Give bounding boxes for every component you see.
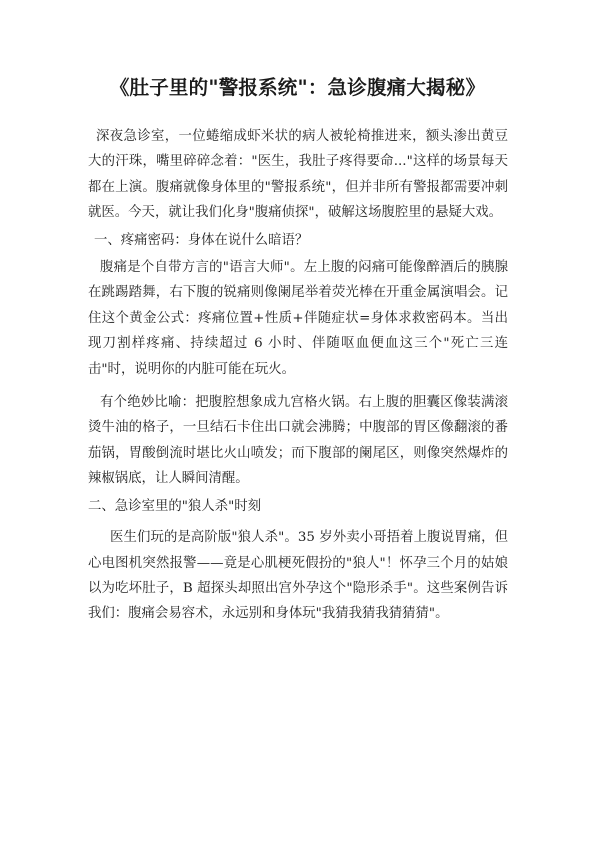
document-body: [88, 124, 508, 627]
intro-paragraph: 深夜急诊室，一位蜷缩成虾米状的病人被轮椅推进来，额头渗出黄豆大的汗珠，嘴里碎碎念着："医生，我肚子疼得要命..."这样的场景每天都在上演。腹痛就像身体里的"警报系统"，但并非所有警报都需要冲刺就医。今天，就让我们化身"腹痛侦探"，破解这场腹腔里的悬疑大戏。: [88, 129, 508, 221]
section-1-paragraph-2: 有个绝妙比喻：把腹腔想象成九宫格火锅。右上腹的胆囊区像装满滚烫牛油的格子，一旦结石卡住出口就会沸腾；中腹部的胃区像翻滚的番茄锅，胃酸倒流时堪比火山喷发；而下腹部的阑尾区，则像突然爆炸的辣椒锅底，让人瞬间清醒。: [88, 395, 508, 487]
section-1-heading: 一、疼痛密码：身体在说什么暗语？: [94, 232, 309, 248]
section-2-paragraph-1: 医生们玩的是高阶版"狼人杀"。35 岁外卖小哥捂着上腹说胃痛，但心电图机突然报警——竟是心肌梗死假扮的"狼人"！怀孕三个月的姑娘以为吃坏肚子，B 超探头却照出宫外孕这个"隐形杀手"。这些案例告诉我们：腹痛会易容术，永远别和身体玩"我猜我猜我猜猜猜"。: [88, 530, 508, 622]
section-2-heading: 二、急诊室里的"狼人杀"时刻: [88, 498, 262, 514]
section-1-paragraph-1: 腹痛是个自带方言的"语言大师"。左上腹的闷痛可能像醉酒后的胰腺在跳踢踏舞，右下腹的锐痛则像阑尾举着荧光棒在开重金属演唱会。记住这个黄金公式：疼痛位置+性质+伴随症状=身体求救密码本。当出现刀割样疼痛、持续超过 6 小时、伴随呕血便血这三个"死亡三连击"时，说明你的内脏可能在玩火。: [88, 260, 508, 377]
document-title: 《肚子里的"警报系统"：急诊腹痛大揭秘》: [109, 76, 486, 99]
